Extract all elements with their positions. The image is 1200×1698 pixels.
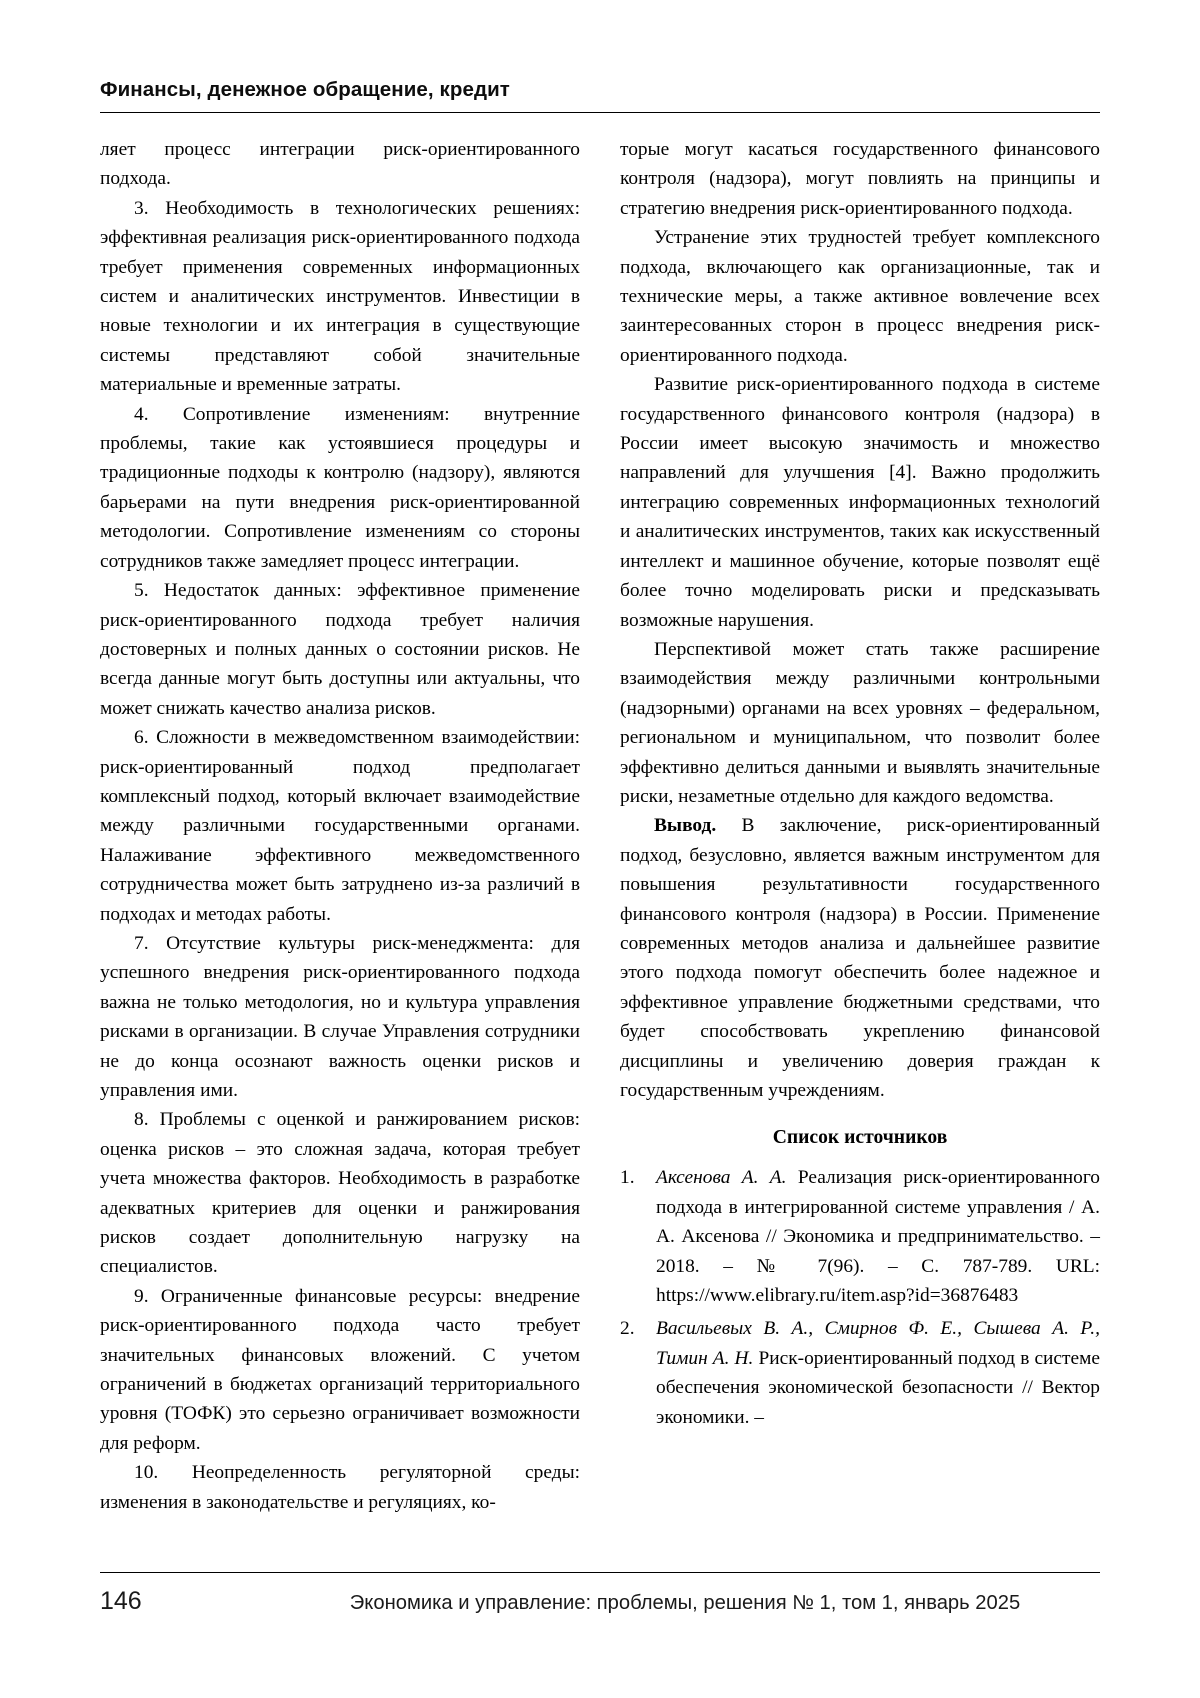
conclusion-text: В заключение, риск-ориентированный подход, безусловно, является важным инструментом для повышения результативности государственного финансового контроля (надзора) в России. Применение современных методов анализа и дальнейшее развитие этого подхода помогут обеспечить более надежное и эффективное управление бюджетными средствами, что будет способствовать укреплению финансовой дисциплины и увеличению доверия граждан к государственным учреждениям. xyxy=(620,815,1100,1101)
paragraph: 9. Ограниченные финансовые ресурсы: внедрение риск-ориентированного подхода часто требует значительных финансовых вложений. С учетом ограничений в бюджетах организаций территориального уровня (ТОФК) это серьезно ограничивает возможности для реформ. xyxy=(100,1285,580,1454)
journal-footer-title: Экономика и управление: проблемы, решения № 1, том 1, январь 2025 xyxy=(349,1592,1021,1614)
reference-text xyxy=(656,1163,1100,1310)
paragraph: Устранение этих трудностей требует комплексного подхода, включающего как организационные, так и технические меры, а также активное вовлечение всех заинтересованных сторон в процесс внедрения риск-ориентированного подхода. xyxy=(620,227,1100,366)
paragraph: торые могут касаться государственного финансового контроля (надзора), могут повлиять на принципы и стратегию внедрения риск-ориентированного подхода. xyxy=(620,139,1100,219)
reference-item xyxy=(620,1163,1100,1310)
footer-divider xyxy=(100,1572,1100,1573)
paragraph: 5. Недостаток данных: эффективное применение риск-ориентированного подхода требует наличия достоверных и полных данных о состоянии рисков. Не всегда данные могут быть доступны или актуальны, что может снижать качество анализа рисков. xyxy=(100,580,580,719)
reference-text xyxy=(656,1314,1100,1432)
conclusion-paragraph xyxy=(620,811,1100,1105)
paragraph: 4. Сопротивление изменениям: внутренние проблемы, такие как устоявшиеся процедуры и традиционные подходы к контролю (надзору), являются барьерами на пути внедрения риск-ориентированной методологии. Сопротивление изменениям со стороны сотрудников также замедляет процесс интеграции. xyxy=(100,403,580,572)
reference-authors: Аксенова А. А. xyxy=(656,1167,787,1189)
paragraph: Перспективой может стать также расширение взаимодействия между различными контрольными (надзорными) органами на всех уровнях – федеральном, региональном и муниципальном, что позволит более эффективно делиться данными и выявлять значительные риски, незаметные отдельно для каждого ведомства. xyxy=(620,638,1100,807)
footer-row xyxy=(100,1587,1100,1616)
page-footer xyxy=(100,1572,1100,1616)
running-head: Финансы, денежное обращение, кредит xyxy=(100,78,510,101)
right-column xyxy=(620,135,1100,1436)
paragraph: 8. Проблемы с оценкой и ранжированием рисков: оценка рисков – это сложная задача, которая требует учета множества факторов. Необходимость в разработке адекватных критериев для оценки и ранжирования рисков создает дополнительную нагрузку на специалистов. xyxy=(100,1109,580,1278)
paragraph: 10. Неопределенность регуляторной среды: изменения в законодательстве и регуляциях, ко- xyxy=(100,1462,580,1513)
header-divider xyxy=(100,112,1100,113)
conclusion-lead: Вывод. xyxy=(654,815,717,837)
reference-body: Риск-ориентированный подход в системе обеспечения экономической безопасности // Вектор экономики. – xyxy=(656,1347,1100,1428)
reference-number: 1. xyxy=(620,1167,635,1189)
page-number: 146 xyxy=(100,1587,142,1615)
page-content xyxy=(100,78,1100,1517)
left-column xyxy=(100,135,580,1517)
reference-authors: Васильевых В. А., Смирнов Ф. Е., Сышева А. Р., Тимин А. Н. xyxy=(656,1318,1100,1369)
references-title: Список источников xyxy=(772,1127,948,1149)
two-column-body xyxy=(100,135,1100,1517)
paragraph: Развитие риск-ориентированного подхода в системе государственного финансового контроля (надзора) в России имеет высокую значимость и множество направлений для улучшения [4]. Важно продолжить интеграцию современных информационных технологий и аналитических инструментов, таких как искусственный интеллект и машинное обучение, которые позволят ещё более точно моделировать риски и предсказывать возможные нарушения. xyxy=(620,374,1100,631)
reference-item xyxy=(620,1314,1100,1432)
paragraph: 7. Отсутствие культуры риск-менеджмента: для успешного внедрения риск-ориентированного подхода важна не только методология, но и культура управления рисками в организации. В случае Управления сотрудники не до конца осознают важность оценки рисков и управления ими. xyxy=(100,932,580,1101)
reference-number: 2. xyxy=(620,1318,635,1340)
paragraph: 6. Сложности в межведомственном взаимодействии: риск-ориентированный подход предполагает комплексный подход, который включает взаимодействие между различными государственными органами. Налаживание эффективного межведомственного сотрудничества может быть затруднено из-за различий в подходах и методах работы. xyxy=(100,727,580,925)
paragraph: 3. Необходимость в технологических решениях: эффективная реализация риск-ориентированного подхода требует применения современных информационных систем и аналитических инструментов. Инвестиции в новые технологии и их интеграция в существующие системы представляют собой значительные материальные и временные затраты. xyxy=(100,197,580,396)
paragraph: ляет процесс интеграции риск-ориентированного подхода. xyxy=(100,139,580,190)
reference-body: Реализация риск-ориентированного подхода в интегрированной системе управления / А. А. Аксенова // Экономика и предпринимательство. – 2018. – № 7(96). – С. 787-789. URL: https://www.elibrary.ru/item.asp?id=36876483 xyxy=(656,1167,1100,1307)
